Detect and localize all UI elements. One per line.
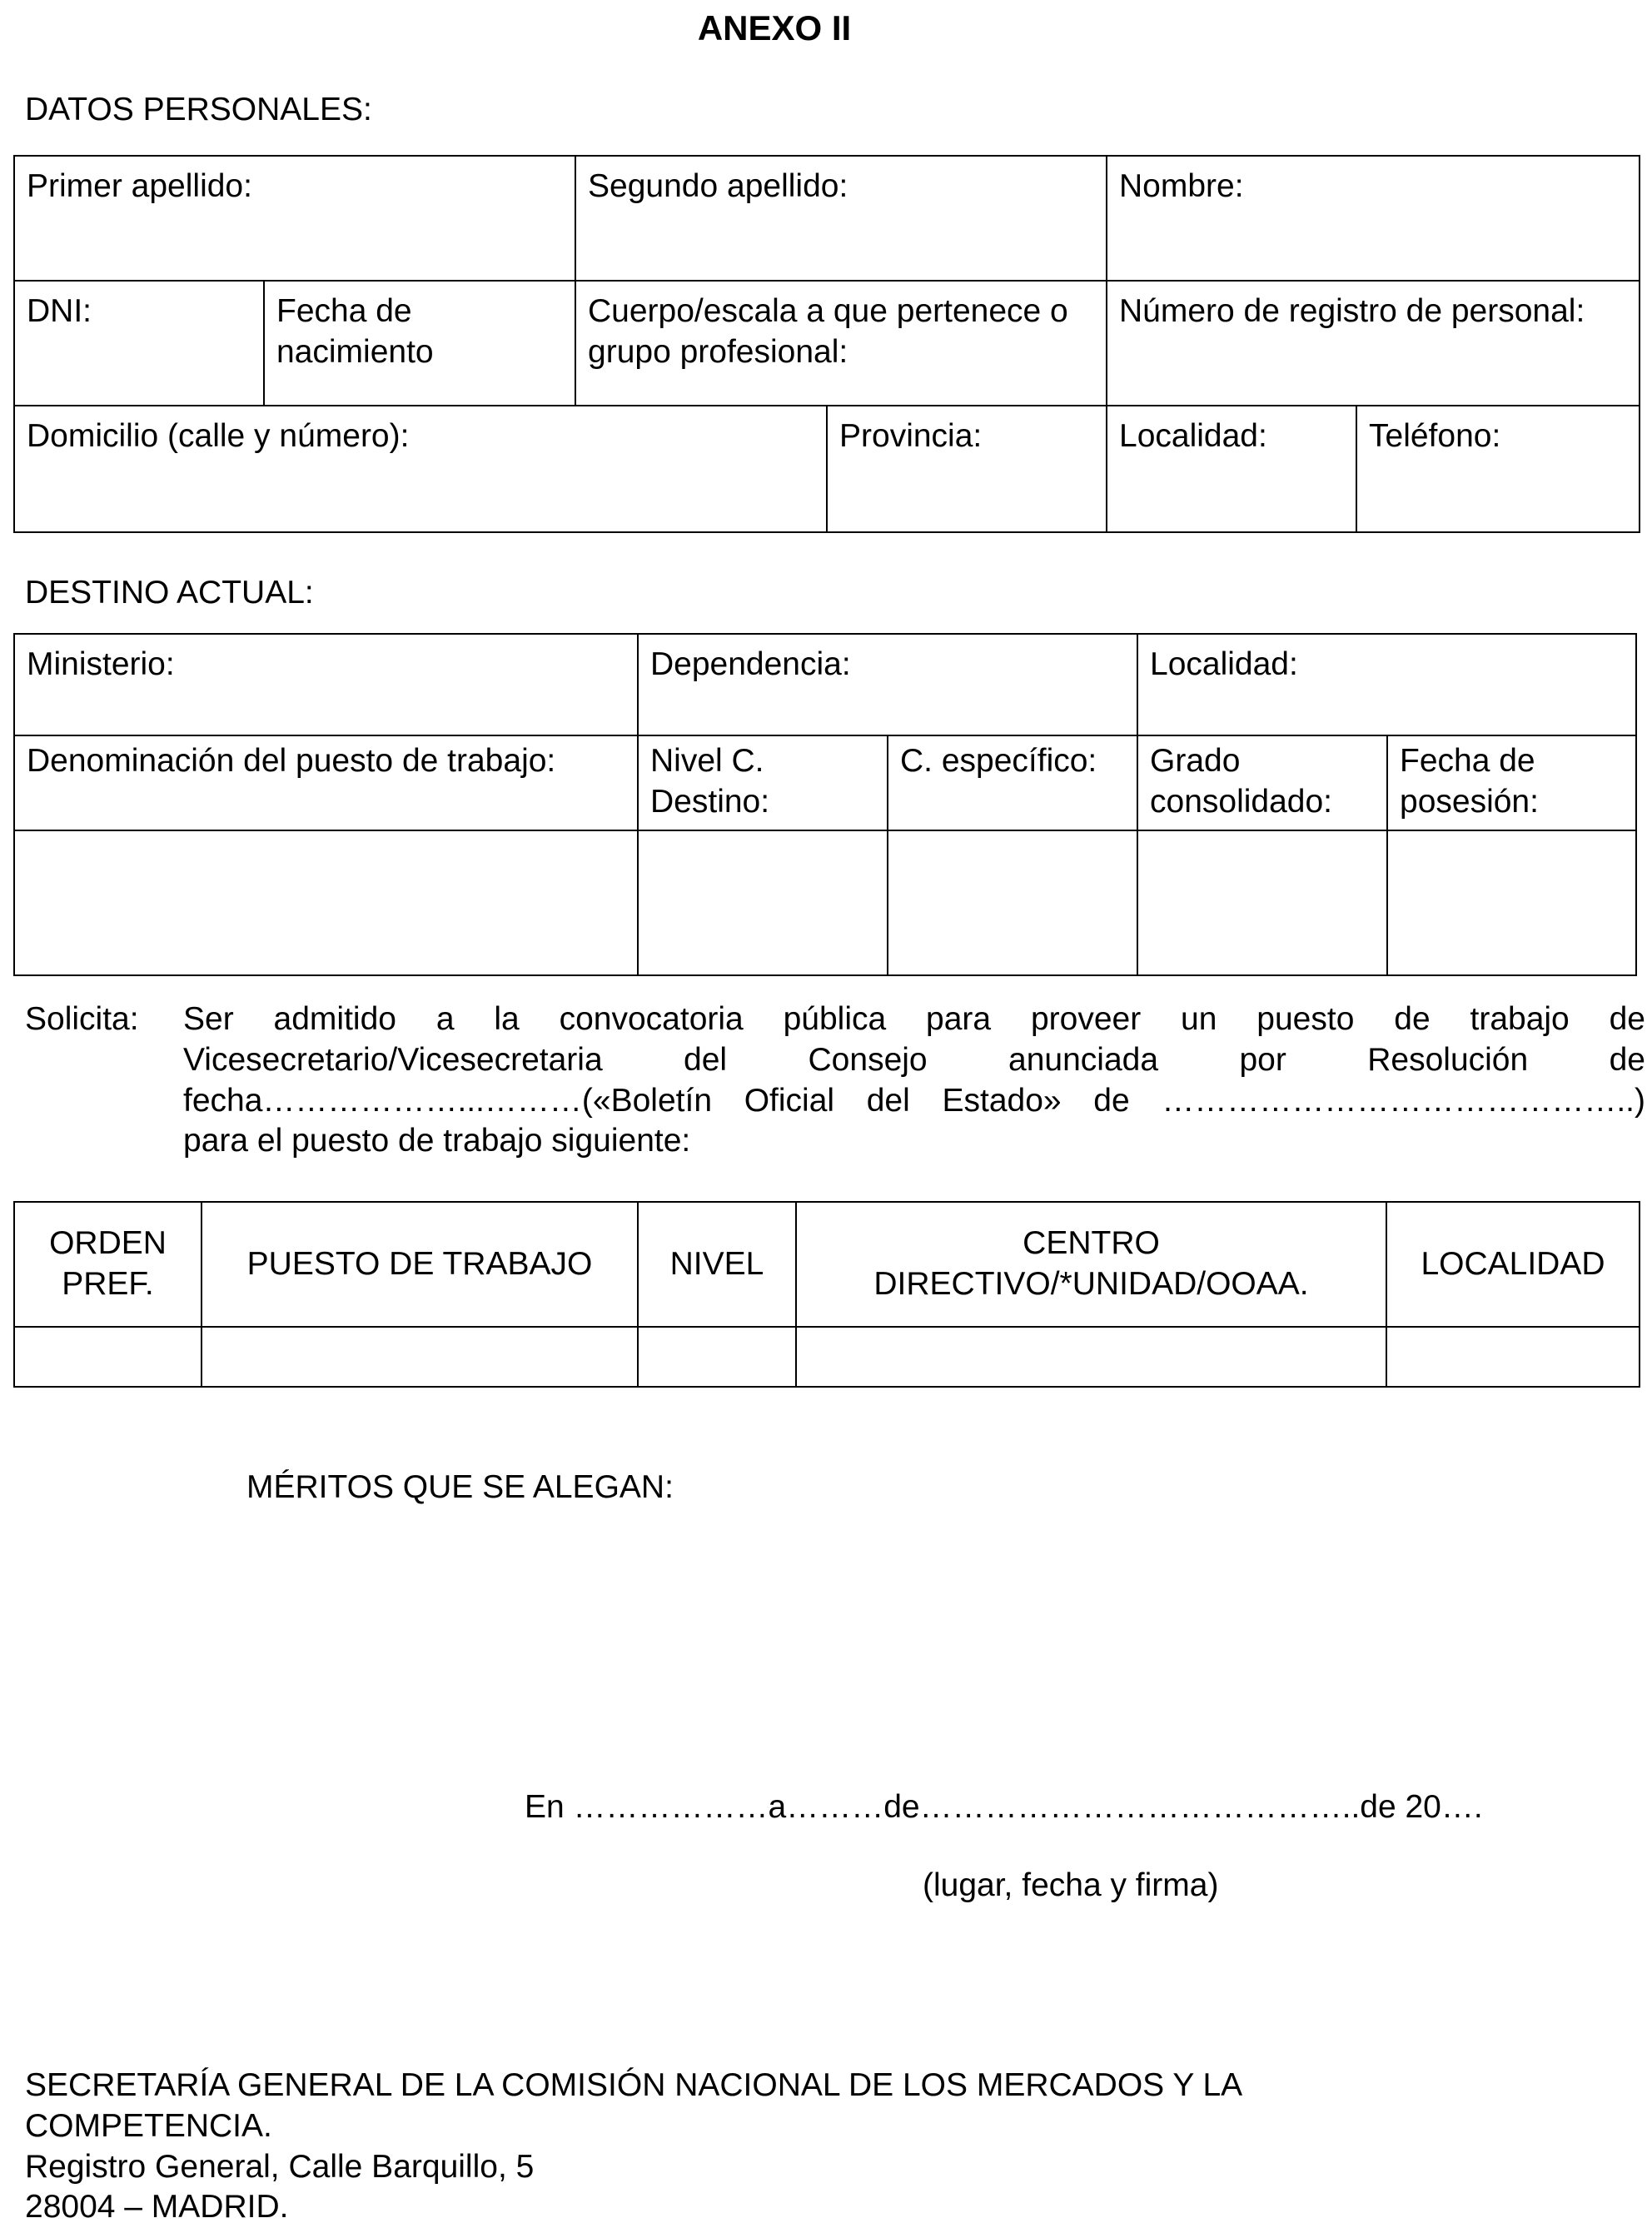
field-label: Número de registro de personal: <box>1119 293 1585 329</box>
field-label: Localidad: <box>1119 418 1267 454</box>
field-segundo-apellido[interactable] <box>575 156 1107 281</box>
field-label: Dependencia: <box>650 646 851 682</box>
field-label: Ministerio: <box>27 646 175 682</box>
footer-line: COMPETENCIA. <box>25 2107 272 2144</box>
input-puesto[interactable] <box>202 1327 638 1387</box>
field-telefono[interactable] <box>1356 406 1640 532</box>
field-label: Fecha de nacimiento <box>276 293 434 370</box>
field-localidad-destino[interactable] <box>1137 634 1636 735</box>
footer-line: 28004 – MADRID. <box>25 2189 289 2226</box>
column-header-puesto: PUESTO DE TRABAJO <box>202 1202 638 1327</box>
footer-address <box>25 2066 1242 2228</box>
table-row <box>14 1327 1640 1387</box>
header-denominacion-puesto <box>14 735 638 830</box>
signature-caption: (lugar, fecha y firma) <box>923 1867 1219 1903</box>
preferences-table <box>13 1201 1640 1388</box>
column-label: Fecha de posesión: <box>1400 743 1539 820</box>
current-post-table <box>13 633 1637 976</box>
page-title: ANEXO II <box>697 8 852 47</box>
column-header-localidad: LOCALIDAD <box>1386 1202 1640 1327</box>
footer-line: SECRETARÍA GENERAL DE LA COMISIÓN NACIONAL DE LOS MERCADOS Y LA <box>25 2067 1243 2103</box>
input-nivel[interactable] <box>638 1327 796 1387</box>
column-label: C. específico: <box>900 743 1097 779</box>
input-fecha-posesion[interactable] <box>1387 830 1636 975</box>
input-centro[interactable] <box>796 1327 1386 1387</box>
solicita-line: fecha………………...………(«Boletín Oficial del Estado» de ……………………………………..) <box>183 1082 1645 1119</box>
solicita-label: Solicita: <box>25 1001 139 1037</box>
field-primer-apellido[interactable] <box>14 156 575 281</box>
personal-data-table <box>13 155 1640 533</box>
column-label: Denominación del puesto de trabajo: <box>27 743 556 779</box>
field-nombre[interactable] <box>1107 156 1640 281</box>
field-label: Domicilio (calle y número): <box>27 418 410 454</box>
field-label: Localidad: <box>1150 646 1298 682</box>
input-denominacion-puesto[interactable] <box>14 830 638 975</box>
field-label: DNI: <box>27 293 92 329</box>
header-grado-consolidado <box>1137 735 1387 830</box>
field-localidad[interactable] <box>1107 406 1356 532</box>
header-fecha-posesion <box>1387 735 1636 830</box>
input-grado-consolidado[interactable] <box>1137 830 1387 975</box>
field-cuerpo-escala[interactable] <box>575 281 1107 406</box>
solicita-line: Vicesecretario/Vicesecretaria del Consejo anunciada por Resolución de <box>183 1041 1645 1078</box>
field-label: Cuerpo/escala a que pertenece o grupo profesional: <box>588 293 1068 370</box>
header-complemento-especifico <box>888 735 1137 830</box>
section-heading-datos-personales: DATOS PERSONALES: <box>25 92 372 127</box>
input-complemento-especifico[interactable] <box>888 830 1137 975</box>
column-header-centro: CENTRO DIRECTIVO/*UNIDAD/OOAA. <box>796 1202 1386 1327</box>
field-provincia[interactable] <box>827 406 1107 532</box>
signature-line: En ………………a………de…………………………………..de 20…. <box>525 1789 1483 1825</box>
section-heading-destino-actual: DESTINO ACTUAL: <box>25 575 314 611</box>
field-label: Nombre: <box>1119 168 1244 204</box>
field-ministerio[interactable] <box>14 634 638 735</box>
column-label: Grado consolidado: <box>1150 743 1332 820</box>
field-label: Teléfono: <box>1369 418 1501 454</box>
column-header-orden: ORDEN PREF. <box>14 1202 202 1327</box>
meritos-heading: MÉRITOS QUE SE ALEGAN: <box>246 1469 674 1505</box>
header-nivel-destino <box>638 735 888 830</box>
solicita-line: para el puesto de trabajo siguiente: <box>183 1123 691 1159</box>
footer-line: Registro General, Calle Barquillo, 5 <box>25 2148 535 2185</box>
field-label: Segundo apellido: <box>588 168 848 204</box>
column-label: Nivel C. Destino: <box>650 743 770 820</box>
field-dependencia[interactable] <box>638 634 1137 735</box>
input-orden[interactable] <box>14 1327 202 1387</box>
field-label: Primer apellido: <box>27 168 252 204</box>
input-localidad[interactable] <box>1386 1327 1640 1387</box>
field-fecha-nacimiento[interactable] <box>264 281 575 406</box>
field-domicilio[interactable] <box>14 406 827 532</box>
field-label: Provincia: <box>839 418 983 454</box>
solicita-text <box>183 999 1645 1162</box>
column-header-nivel: NIVEL <box>638 1202 796 1327</box>
field-numero-registro[interactable] <box>1107 281 1640 406</box>
solicita-line: Ser admitido a la convocatoria pública para proveer un puesto de trabajo de <box>183 1001 1645 1037</box>
input-nivel-destino[interactable] <box>638 830 888 975</box>
field-dni[interactable] <box>14 281 264 406</box>
